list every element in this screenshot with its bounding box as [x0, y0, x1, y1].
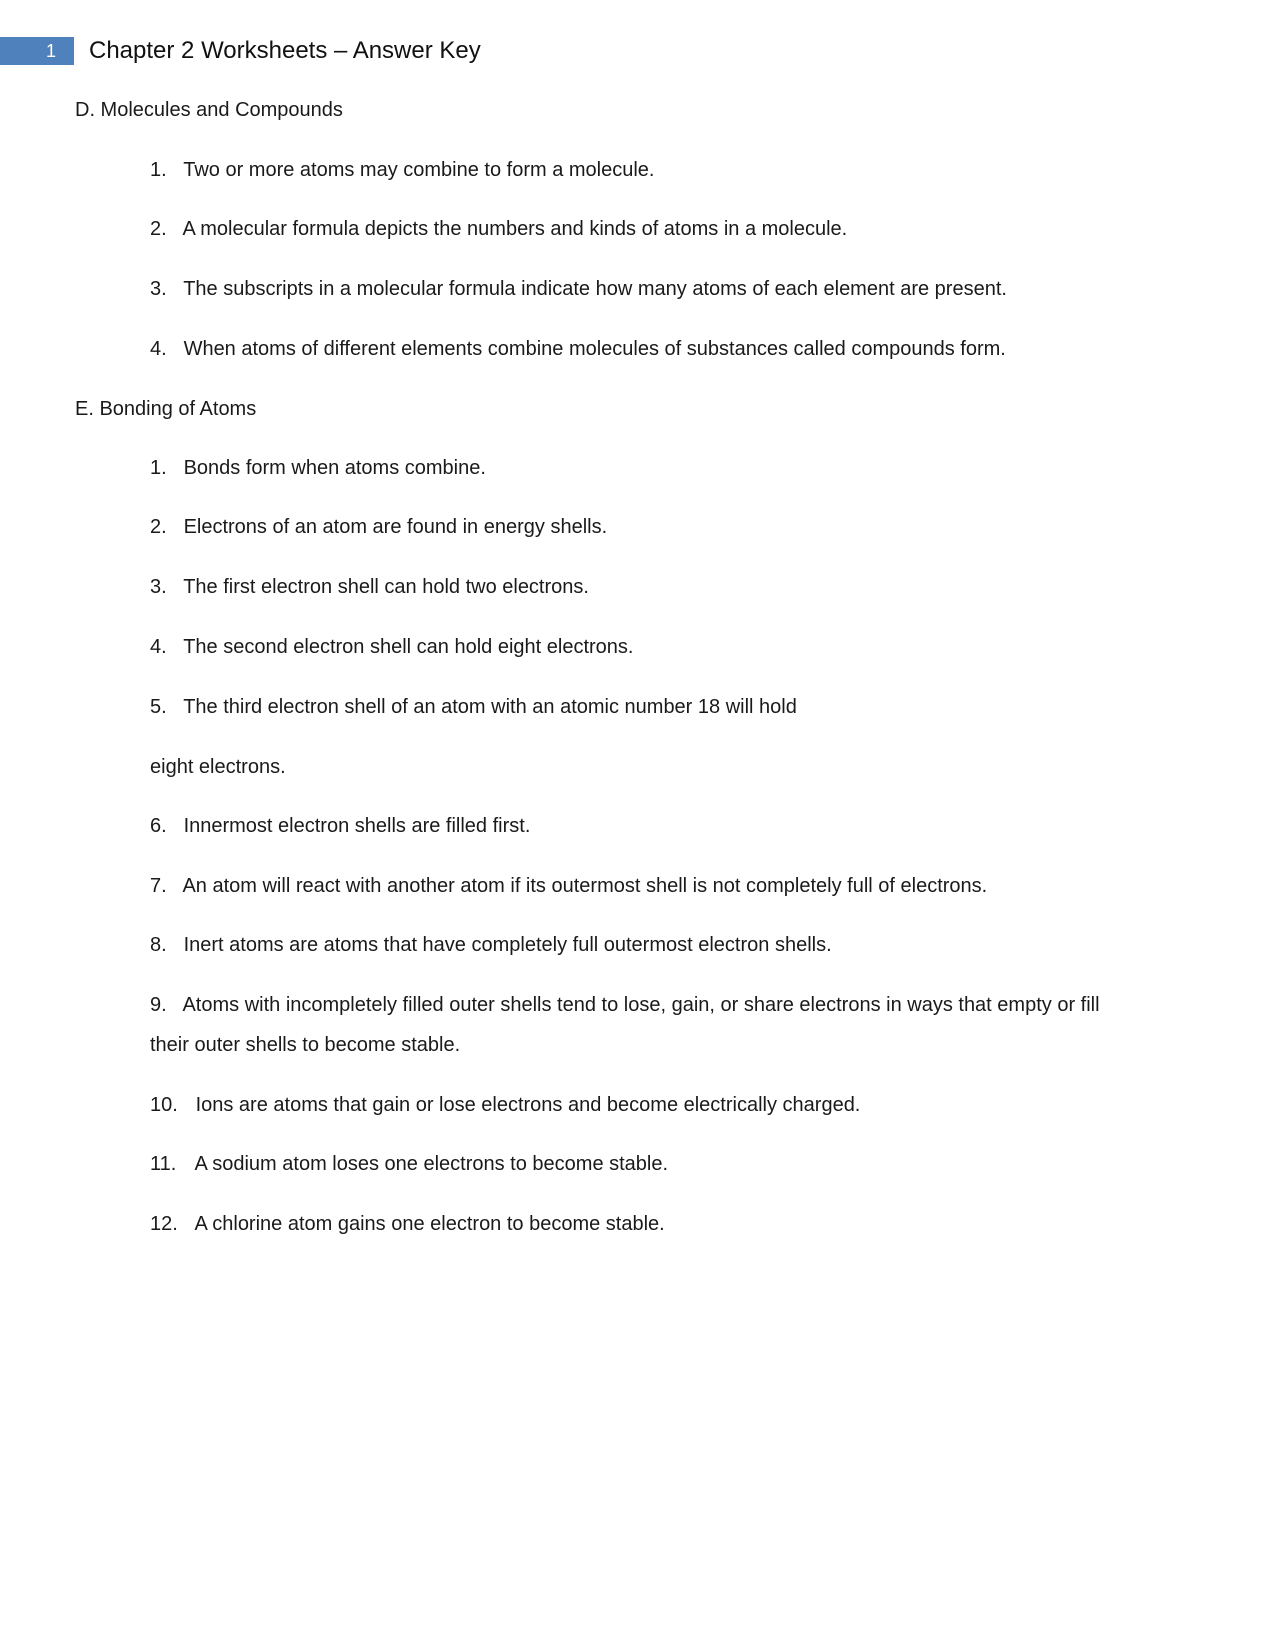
- item-text: Atoms with incompletely filled outer shells tend to lose, gain, or share electrons in ways that empty or fill: [182, 994, 1100, 1016]
- item-number: 1.: [150, 457, 167, 479]
- item-text: When atoms of different elements combine molecules of substances called compounds form.: [183, 338, 1006, 360]
- list-item-e10: [150, 1094, 860, 1117]
- list-item-d1: [150, 159, 654, 182]
- item-number: 1.: [150, 159, 167, 181]
- list-item-e5-continuation: eight electrons.: [150, 756, 286, 778]
- item-text: The third electron shell of an atom with an atomic number 18 will hold: [183, 696, 797, 718]
- item-text: Ions are atoms that gain or lose electrons and become electrically charged.: [195, 1094, 861, 1116]
- item-text: A molecular formula depicts the numbers and kinds of atoms in a molecule.: [182, 218, 848, 240]
- item-number: 3.: [150, 576, 167, 598]
- list-item-e3: [150, 576, 589, 599]
- list-item-d3: [150, 278, 1007, 301]
- list-item-e9: [150, 994, 1100, 1017]
- page-title: Chapter 2 Worksheets – Answer Key: [89, 37, 481, 64]
- item-number: 6.: [150, 815, 167, 837]
- item-number: 2.: [150, 516, 167, 538]
- item-number: 8.: [150, 934, 167, 956]
- list-item-e8: [150, 934, 832, 957]
- list-item-d2: [150, 218, 847, 241]
- page-header: [0, 36, 481, 66]
- list-item-e12: [150, 1213, 665, 1236]
- page-number-badge: 1: [0, 37, 74, 65]
- item-number: 9.: [150, 994, 167, 1016]
- item-number: 5.: [150, 696, 167, 718]
- item-text: Bonds form when atoms combine.: [183, 457, 486, 479]
- list-item-e11: [150, 1153, 668, 1176]
- list-item-d4: [150, 338, 1006, 361]
- list-item-e6: [150, 815, 530, 838]
- item-text: Electrons of an atom are found in energy shells.: [183, 516, 608, 538]
- item-number: 2.: [150, 218, 167, 240]
- item-number: 11.: [150, 1153, 177, 1175]
- item-number: 4.: [150, 338, 167, 360]
- item-number: 7.: [150, 875, 167, 897]
- list-item-e1: [150, 457, 486, 480]
- item-text: Inert atoms are atoms that have completely full outermost electron shells.: [183, 934, 832, 956]
- item-text: Innermost electron shells are filled first.: [183, 815, 531, 837]
- section-heading-d: D. Molecules and Compounds: [75, 99, 343, 121]
- list-item-e2: [150, 516, 607, 539]
- item-text: A chlorine atom gains one electron to become stable.: [194, 1213, 665, 1235]
- item-number: 3.: [150, 278, 167, 300]
- item-text: The first electron shell can hold two electrons.: [183, 576, 589, 598]
- item-text: An atom will react with another atom if its outermost shell is not completely full of electrons.: [182, 875, 988, 897]
- section-heading-e: E. Bonding of Atoms: [75, 398, 257, 420]
- item-text: Two or more atoms may combine to form a molecule.: [183, 159, 655, 181]
- list-item-e9-continuation: their outer shells to become stable.: [150, 1034, 461, 1056]
- list-item-e5: [150, 696, 797, 719]
- item-text: The second electron shell can hold eight electrons.: [183, 636, 634, 658]
- item-number: 10.: [150, 1094, 178, 1116]
- item-number: 4.: [150, 636, 167, 658]
- item-text: The subscripts in a molecular formula indicate how many atoms of each element are present.: [183, 278, 1007, 300]
- item-number: 12.: [150, 1213, 178, 1235]
- list-item-e4: [150, 636, 633, 659]
- list-item-e7: [150, 875, 987, 898]
- item-text: A sodium atom loses one electrons to become stable.: [194, 1153, 669, 1175]
